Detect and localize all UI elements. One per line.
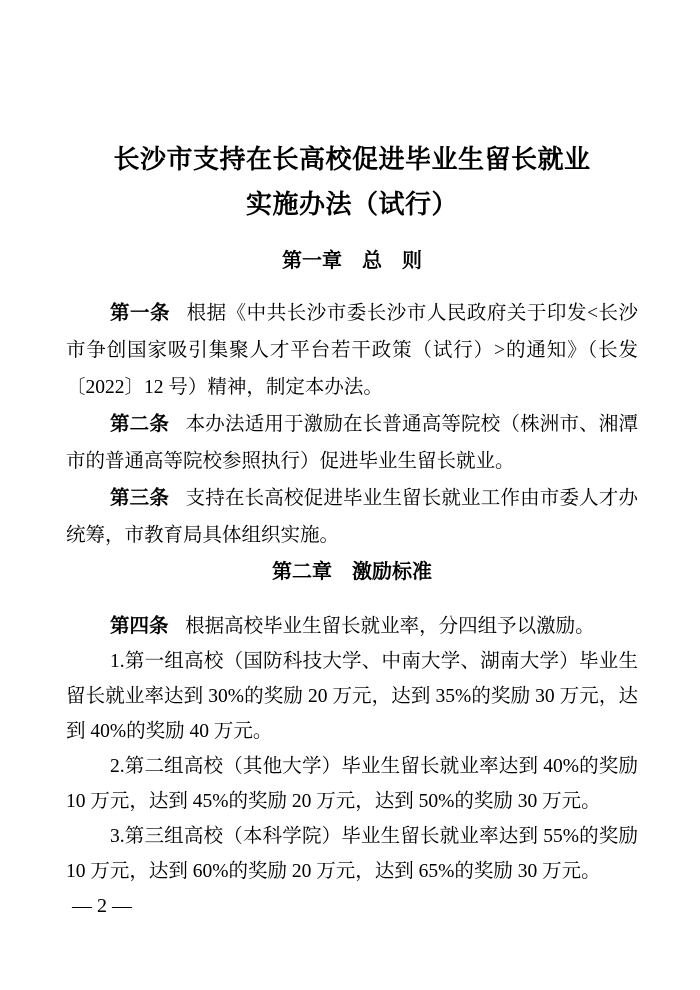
article-3-paragraph xyxy=(66,480,638,554)
article-3-body: 支持在长高校促进毕业生留长就业工作由市委人才办统筹，市教育局具体组织实施。 xyxy=(66,488,638,546)
chapter-1-heading: 第一章 总 则 xyxy=(282,250,422,272)
document-title-line1: 长沙市支持在长高校促进毕业生留长就业 xyxy=(113,145,591,174)
document-title-line2: 实施办法（试行） xyxy=(245,190,458,219)
page-number: — 2 — xyxy=(72,895,132,917)
incentive-item-2: 2.第二组高校（其他大学）毕业生留长就业率达到 40%的奖励 10 万元，达到 45%的奖励 20 万元，达到 50%的奖励 30 万元。 xyxy=(66,756,638,812)
article-2-label: 第二条 xyxy=(110,414,170,435)
article-4-body: 根据高校毕业生留长就业率，分四组予以激励。 xyxy=(185,616,595,637)
article-2-body: 本办法适用于激励在长普通高等院校（株洲市、湘潭市的普通高等院校参照执行）促进毕业生留长就业。 xyxy=(66,414,638,472)
article-1-body: 根据《中共长沙市委长沙市人民政府关于印发<长沙市争创国家吸引集聚人才平台若干政策（试行）>的通知》（长发〔2022〕12 号）精神，制定本办法。 xyxy=(66,303,638,398)
article-4-paragraph xyxy=(66,609,638,644)
article-2-paragraph xyxy=(66,406,638,480)
incentive-item-1: 1.第一组高校（国防科技大学、中南大学、湖南大学）毕业生留长就业率达到 30%的奖励 20 万元，达到 35%的奖励 30 万元，达到 40%的奖励 40 万元。 xyxy=(66,651,638,742)
article-1-paragraph xyxy=(66,295,638,406)
article-4-label: 第四条 xyxy=(110,616,169,637)
article-3-label: 第三条 xyxy=(110,488,170,509)
article-1-label: 第一条 xyxy=(110,303,171,324)
document-content xyxy=(0,137,700,889)
document-title xyxy=(66,137,638,227)
chapter-2-heading: 第二章 激励标准 xyxy=(272,561,432,583)
incentive-item-3: 3.第三组高校（本科学院）毕业生留长就业率达到 55%的奖励 10 万元，达到 60%的奖励 20 万元，达到 65%的奖励 30 万元。 xyxy=(66,826,638,882)
